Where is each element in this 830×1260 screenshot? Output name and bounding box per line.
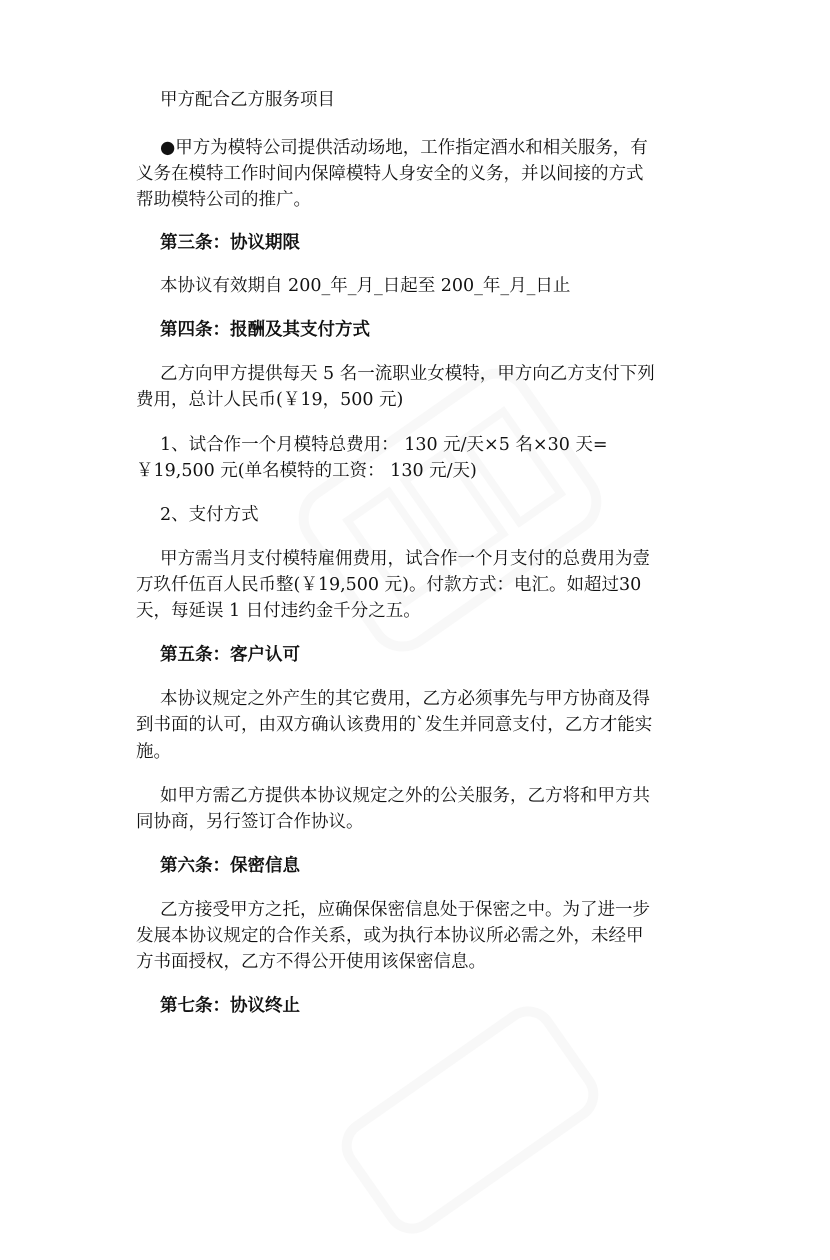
paragraph-line: 到书面的认可，由双方确认该费用的`发生并同意支付，乙方才能实 bbox=[136, 715, 653, 735]
paragraph-line: 发展本协议规定的合作关系，或为执行本协议所必需之外，未经甲 bbox=[136, 926, 644, 946]
paragraph-line: 费用，总计人民币(￥19，500 元) bbox=[136, 390, 404, 410]
paragraph-line: 帮助模特公司的推广。 bbox=[136, 190, 311, 210]
watermark-logo-lower bbox=[318, 980, 623, 1260]
paragraph-line: 本协议规定之外产生的其它费用，乙方必须事先与甲方协商及得 bbox=[160, 689, 650, 709]
paragraph-line: 1、试合作一个月模特总费用： 130 元/天×5 名×30 天= bbox=[160, 435, 608, 455]
article-6-heading: 第六条：保密信息 bbox=[160, 856, 300, 876]
paragraph-line: 同协商，另行签订合作协议。 bbox=[136, 812, 364, 832]
paragraph-line: 本协议有效期自 200_年_月_日起至 200_年_月_日止 bbox=[160, 276, 571, 296]
section-intro-heading: 甲方配合乙方服务项目 bbox=[160, 90, 335, 110]
paragraph-line: 乙方接受甲方之托，应确保保密信息处于保密之中。为了进一步 bbox=[160, 900, 650, 920]
paragraph-line: ￥19,500 元(单名模特的工资： 130 元/天) bbox=[136, 461, 477, 481]
paragraph-line: 方书面授权，乙方不得公开使用该保密信息。 bbox=[136, 952, 486, 972]
paragraph-line: 天，每延误 1 日付违约金千分之五。 bbox=[136, 601, 421, 621]
paragraph-line: 如甲方需乙方提供本协议规定之外的公关服务，乙方将和甲方共 bbox=[160, 786, 650, 806]
paragraph-line: 乙方向甲方提供每天 5 名一流职业女模特，甲方向乙方支付下列 bbox=[160, 364, 655, 384]
article-5-heading: 第五条：客户认可 bbox=[160, 645, 300, 665]
article-7-heading: 第七条：协议终止 bbox=[160, 996, 300, 1016]
paragraph-line: 甲方需当月支付模特雇佣费用，试合作一个月支付的总费用为壹 bbox=[160, 549, 650, 569]
paragraph-line: 2、支付方式 bbox=[160, 505, 259, 525]
paragraph-line: 施。 bbox=[136, 742, 171, 762]
article-3-heading: 第三条：协议期限 bbox=[160, 233, 300, 253]
paragraph-line: 万玖仟伍百人民币整(￥19,500 元)。付款方式：电汇。如超过30 bbox=[136, 575, 642, 595]
paragraph-line: ●甲方为模特公司提供活动场地，工作指定酒水和相关服务，有 bbox=[160, 138, 648, 158]
article-4-heading: 第四条：报酬及其支付方式 bbox=[160, 320, 370, 340]
paragraph-line: 义务在模特工作时间内保障模特人身安全的义务，并以间接的方式 bbox=[136, 164, 644, 184]
